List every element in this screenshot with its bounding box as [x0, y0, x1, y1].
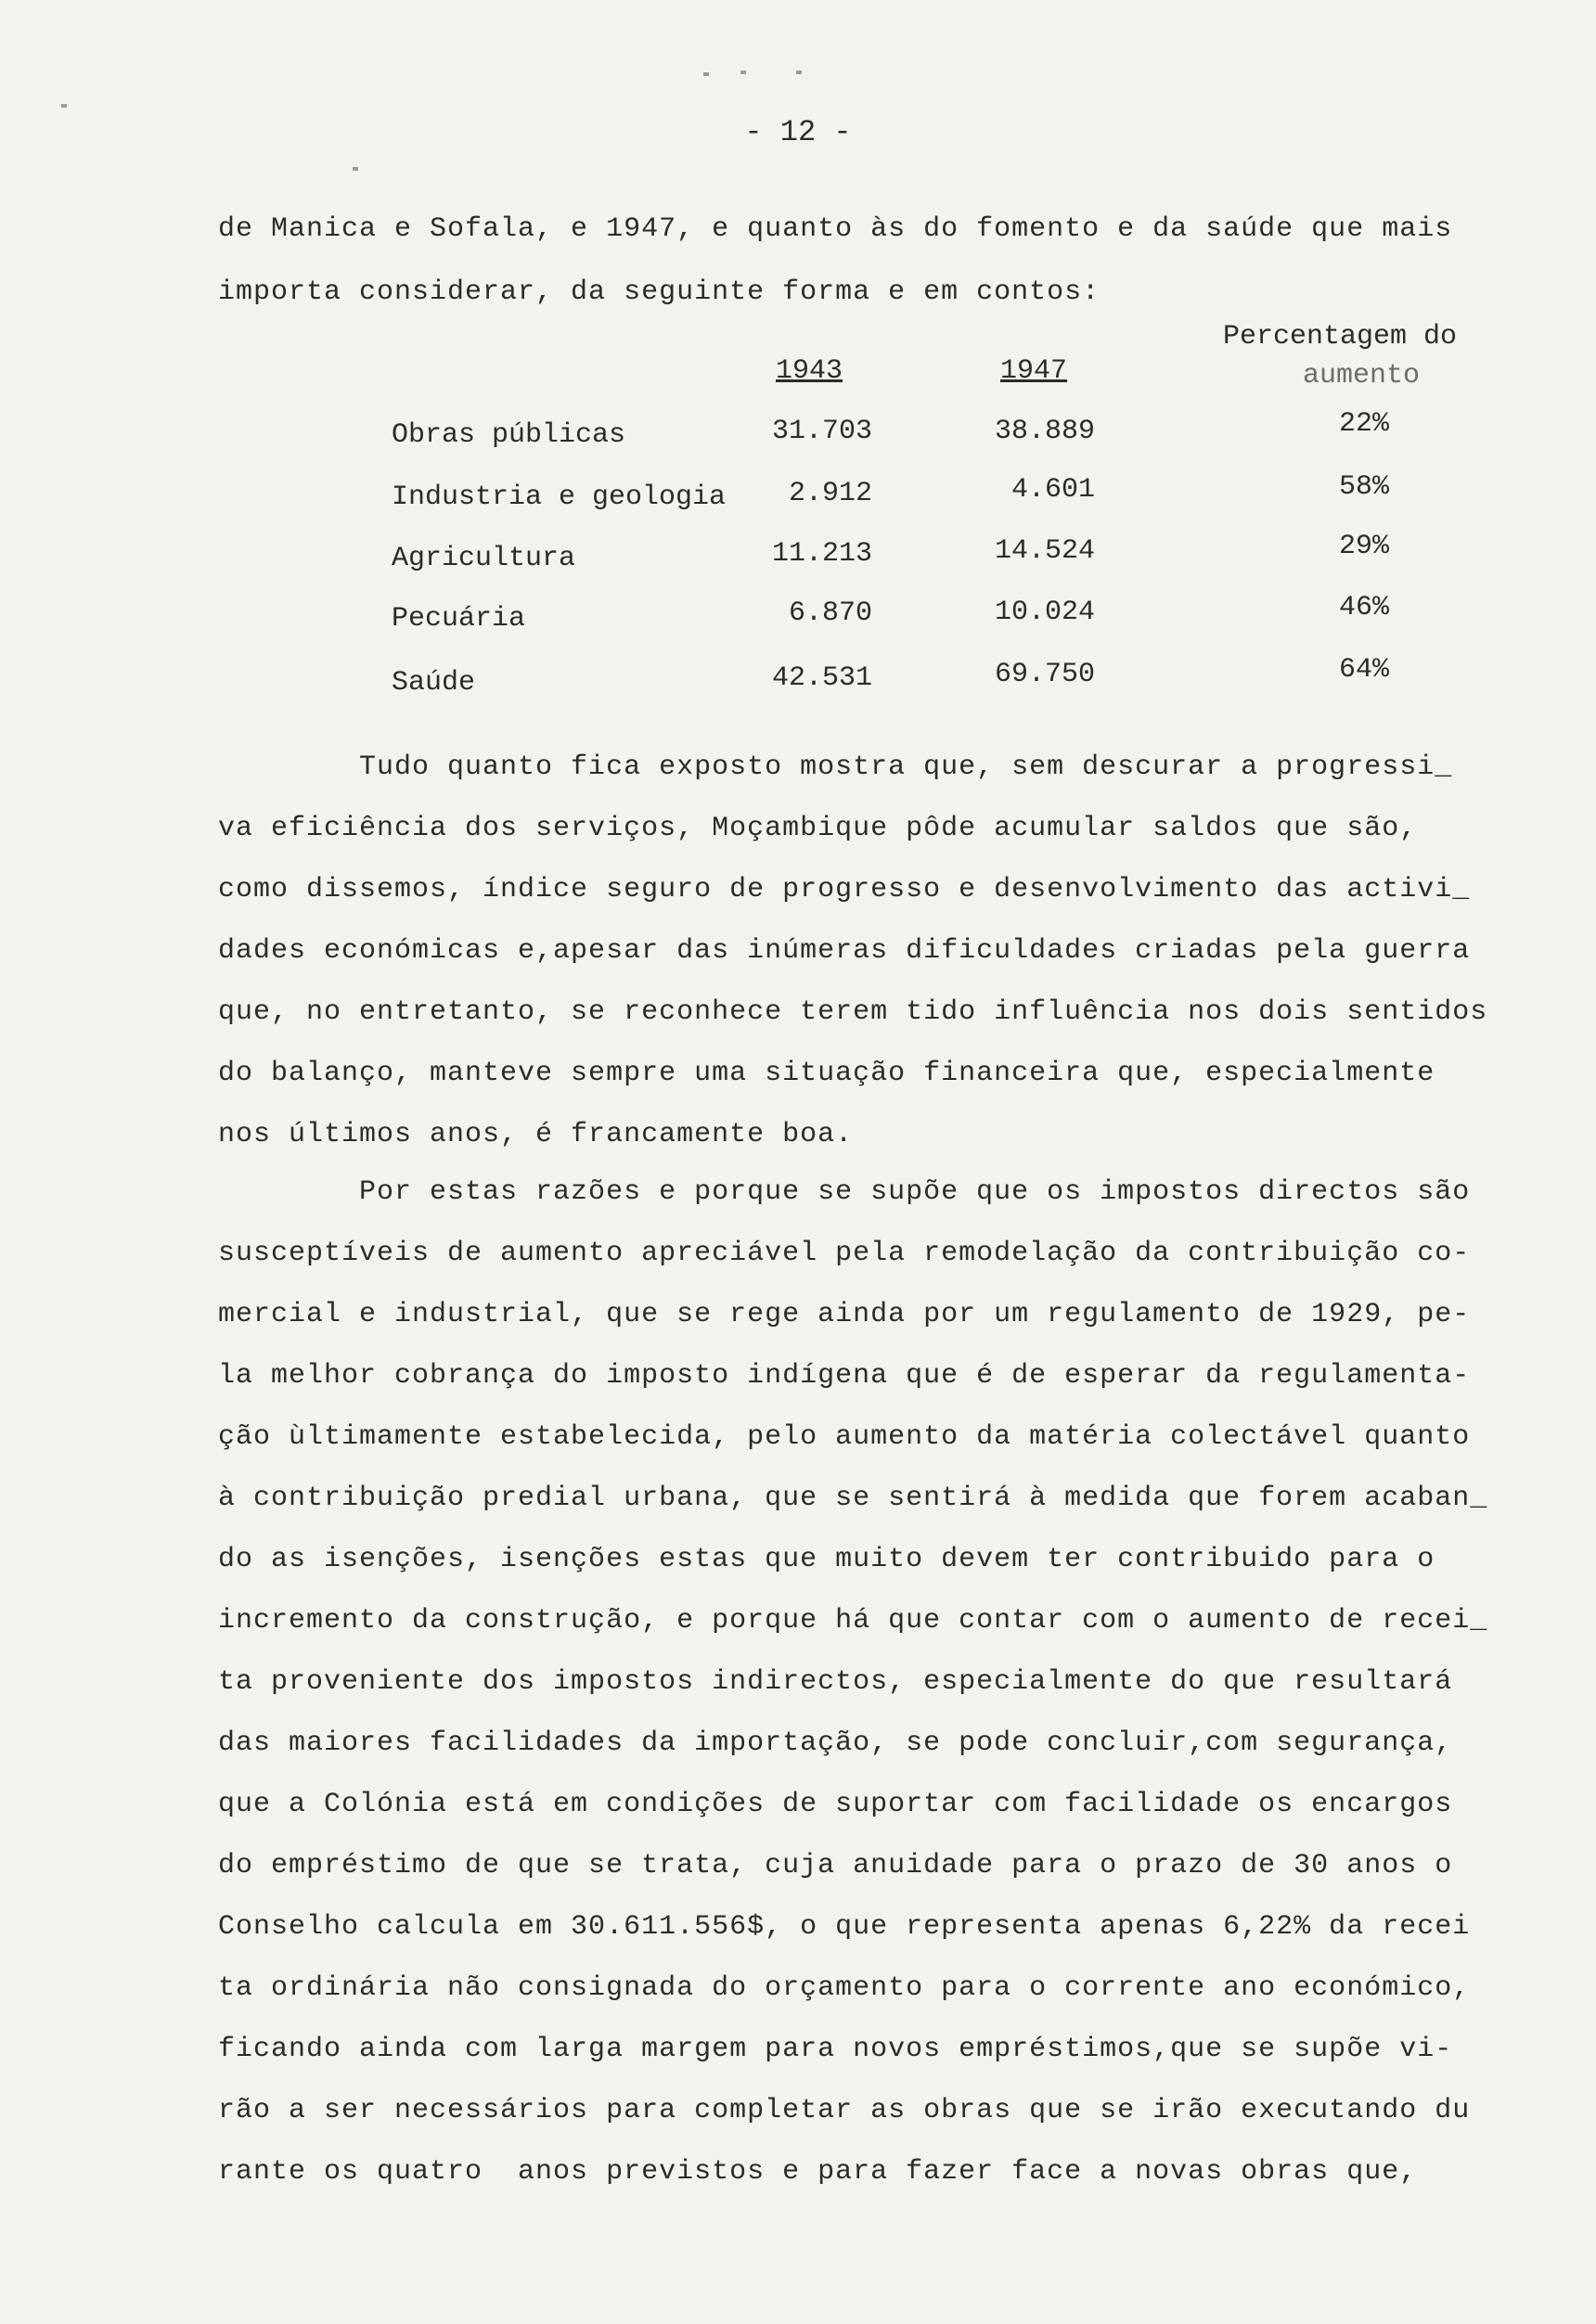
paragraph-2-line: ção ùltimamente estabelecida, pelo aumento da matéria colectável quanto [218, 1421, 1471, 1453]
paragraph-2-line: la melhor cobrança do imposto indígena que é de esperar da regulamenta- [218, 1360, 1471, 1392]
value-1947: 69.750 [994, 659, 1095, 690]
value-1947: 38.889 [994, 416, 1095, 447]
row-label: Pecuária [392, 603, 526, 635]
paragraph-2-line: ta ordinária não consignada do orçamento para o corrente ano económico, [218, 1972, 1471, 2004]
paragraph-1-line: do balanço, manteve sempre uma situação financeira que, especialmente [218, 1058, 1435, 1089]
paragraph-2-line: rante os quatro anos previstos e para fazer face a novas obras que, [218, 2156, 1418, 2188]
value-1943: 31.703 [771, 416, 872, 447]
paragraph-2-line: à contribuição predial urbana, que se sentirá à medida que forem acaban_ [218, 1483, 1488, 1514]
header-percentage-line1: Percentagem do [1223, 321, 1458, 353]
value-percentage: 22% [1338, 408, 1389, 440]
paragraph-2-line: Por estas razões e porque se supõe que os impostos directos são [218, 1176, 1471, 1208]
header-1947: 1947 [1000, 355, 1068, 387]
page-number: - 12 - [744, 115, 852, 149]
value-percentage: 58% [1338, 471, 1389, 503]
paragraph-2-line: que a Colónia está em condições de suportar com facilidade os encargos [218, 1789, 1453, 1820]
paragraph-2-line: ficando ainda com larga margem para novos empréstimos,que se supõe vi- [218, 2034, 1453, 2065]
stray-mark [353, 167, 358, 171]
paragraph-2-line: mercial e industrial, que se rege ainda por um regulamento de 1929, pe- [218, 1299, 1471, 1330]
value-1943: 42.531 [771, 662, 872, 694]
stray-mark [61, 104, 67, 108]
paragraph-1-line: que, no entretanto, se reconhece terem tido influência nos dois sentidos [218, 996, 1488, 1028]
row-label: Industria e geologia [392, 481, 727, 513]
stray-mark [740, 71, 746, 74]
paragraph-2-line: incremento da construção, e porque há que contar com o aumento de recei_ [218, 1605, 1488, 1637]
value-1943: 2.912 [788, 478, 872, 509]
paragraph-1-line: dades económicas e,apesar das inúmeras dificuldades criadas pela guerra [218, 935, 1471, 967]
value-1947: 14.524 [994, 535, 1095, 567]
paragraph-2-line: susceptíveis de aumento apreciável pela remodelação da contribuição co- [218, 1238, 1471, 1269]
paragraph-2-line: ta proveniente dos impostos indirectos, especialmente do que resultará [218, 1666, 1453, 1698]
intro-line: importa considerar, da seguinte forma e em contos: [218, 276, 1100, 308]
paragraph-1-line: como dissemos, índice seguro de progresso e desenvolvimento das activi_ [218, 874, 1471, 905]
intro-line: de Manica e Sofala, e 1947, e quanto às do fomento e da saúde que mais [218, 213, 1453, 245]
stray-mark [703, 72, 709, 76]
paragraph-2-line: Conselho calcula em 30.611.556$, o que representa apenas 6,22% da recei [218, 1911, 1471, 1943]
value-1943: 6.870 [788, 597, 872, 629]
value-percentage: 64% [1338, 654, 1389, 686]
paragraph-1-line: Tudo quanto fica exposto mostra que, sem descurar a progressi_ [218, 751, 1453, 783]
header-1943: 1943 [776, 355, 843, 387]
paragraph-2-line: das maiores facilidades da importação, se pode concluir,com segurança, [218, 1727, 1453, 1759]
paragraph-2-line: do empréstimo de que se trata, cuja anuidade para o prazo de 30 anos o [218, 1850, 1453, 1881]
value-percentage: 46% [1338, 592, 1389, 623]
header-percentage-line2: aumento [1303, 360, 1421, 392]
row-label: Agricultura [392, 543, 576, 574]
row-label: Obras públicas [392, 419, 626, 451]
paragraph-1-line: nos últimos anos, é francamente boa. [218, 1119, 854, 1150]
paragraph-2-line: rão a ser necessários para completar as obras que se irão executando du [218, 2095, 1471, 2126]
value-1943: 11.213 [771, 538, 872, 570]
row-label: Saúde [392, 667, 476, 699]
value-1947: 4.601 [1010, 474, 1095, 506]
stray-mark [796, 71, 802, 74]
value-percentage: 29% [1338, 531, 1389, 562]
value-1947: 10.024 [994, 597, 1095, 628]
paragraph-1-line: va eficiência dos serviços, Moçambique pôde acumular saldos que são, [218, 813, 1418, 844]
paragraph-2-line: do as isenções, isenções estas que muito devem ter contribuido para o [218, 1544, 1435, 1575]
